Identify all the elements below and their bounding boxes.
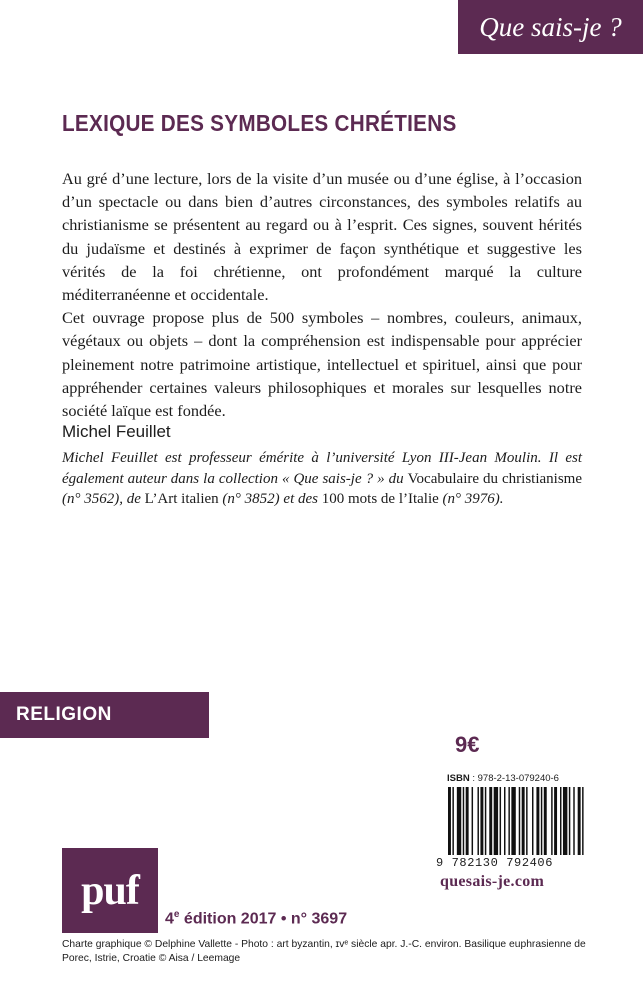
barcode-bar	[554, 787, 557, 855]
photo-credits: Charte graphique © Delphine Vallette - Photo : art byzantin, ɪvᵉ siècle apr. J.-C. environ. Basilique euphrasienne de Porec, Istrie, Croatie © Aisa / Leemage	[62, 939, 586, 964]
edition-info	[165, 909, 347, 928]
barcode-bar	[522, 787, 525, 855]
bio-number-1: (n° 3562), de	[62, 491, 141, 508]
barcode-bar	[519, 787, 520, 855]
book-title: LEXIQUE DES SYMBOLES CHRÉTIENS	[62, 110, 457, 136]
bio-book-2: L’Art italien	[144, 491, 219, 508]
puf-logo: puf	[62, 848, 158, 933]
edition-text: édition 2017 • n° 3697	[183, 910, 348, 928]
barcode-bar	[463, 787, 464, 855]
blurb-paragraph-1: Au gré d’une lecture, lors de la visite d’un musée ou d’une église, à l’occasion d’un spectacle ou dans bien d’autres circonstances, des symboles relatifs au christianisme se présentent au regard ou à l’esprit. Ces signes, souvent hérités du judaïsme et destinés à exprimer de façon synthétique et suggestive les vérités de la foi chrétienne, ont profondément marqué la culture méditerranéenne et occidentale.	[62, 169, 582, 305]
barcode-bar	[536, 787, 539, 855]
barcode-bar	[551, 787, 552, 855]
barcode-bar	[508, 787, 509, 855]
barcode-bar	[489, 787, 492, 855]
barcode-bar	[541, 787, 542, 855]
barcode-bar	[494, 787, 498, 855]
author-name: Michel Feuillet	[62, 422, 171, 441]
price: 9€	[455, 732, 480, 757]
barcode-bar	[563, 787, 567, 855]
blurb-paragraph-2: Cet ouvrage propose plus de 500 symboles – nombres, couleurs, animaux, végétaux ou objets – dont la compréhension est indispensable pour apprécier pleinement notre patrimoine artistique, intellectuel et spirituel, ainsi que pour appréhender certaines valeurs philosophiques et morales sur lesquelles notre société laïque est fondée.	[62, 308, 582, 421]
website-url: quesais-je.com	[440, 873, 545, 890]
bio-number-3: (n° 3976).	[442, 491, 504, 508]
barcode-bar	[480, 787, 483, 855]
bio-book-3: 100 mots de l’Italie	[321, 491, 439, 508]
isbn-value: : 978-2-13-079240-6	[472, 773, 559, 784]
barcode-bar	[485, 787, 486, 855]
barcode	[448, 787, 588, 855]
barcode-digits: 9 782130 792406	[436, 856, 554, 870]
barcode-bar	[457, 787, 461, 855]
bio-intro: Michel Feuillet est professeur émérite à l’université Lyon III-Jean Moulin. Il est également auteur dans la collection « Que sais-je ? » du	[62, 450, 582, 487]
barcode-bar	[466, 787, 469, 855]
back-cover-blurb	[62, 167, 582, 422]
que-sais-je-logo: Que sais-je ?	[458, 0, 643, 54]
barcode-bar	[544, 787, 547, 855]
category-label: RELIGION	[0, 692, 209, 738]
barcode-bar	[452, 787, 453, 855]
barcode-bar	[511, 787, 515, 855]
barcode-bar	[573, 787, 574, 855]
isbn-label: ISBN	[447, 773, 470, 784]
barcode-bar	[578, 787, 581, 855]
barcode-bar	[504, 787, 505, 855]
barcode-bar	[582, 787, 583, 855]
barcode-bar	[569, 787, 570, 855]
barcode-bar	[448, 787, 451, 855]
barcode-bar	[472, 787, 473, 855]
barcode-bar	[532, 787, 533, 855]
barcode-bar	[526, 787, 527, 855]
barcode-bar	[500, 787, 501, 855]
isbn	[447, 773, 559, 784]
edition-number: 4	[165, 910, 174, 928]
bio-number-2: (n° 3852) et des	[222, 491, 318, 508]
bio-book-1: Vocabulaire du christianisme	[407, 470, 583, 487]
edition-suffix: e	[173, 909, 180, 920]
author-bio	[62, 448, 582, 510]
barcode-bar	[560, 787, 561, 855]
barcode-bar	[477, 787, 478, 855]
